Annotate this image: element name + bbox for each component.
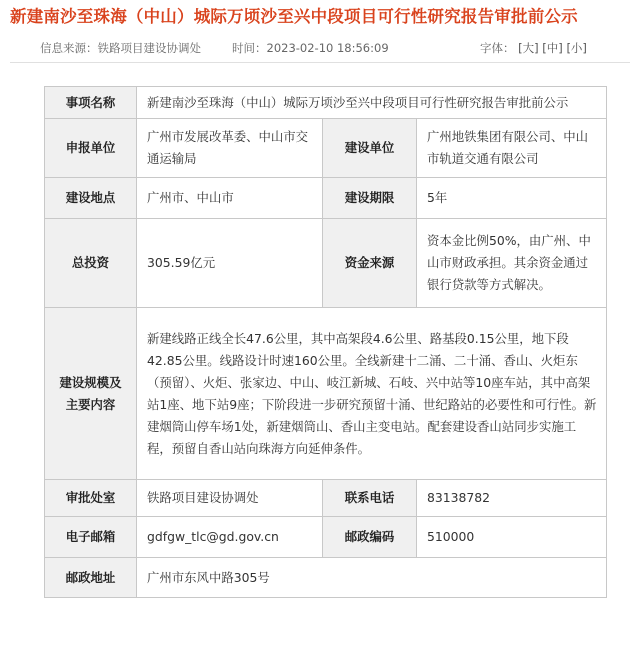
email-label: 电子邮箱	[45, 517, 137, 558]
period-label: 建设期限	[323, 178, 417, 219]
font-size-small-link[interactable]: [小]	[566, 41, 587, 55]
table-row	[45, 87, 607, 119]
applicant-label: 申报单位	[45, 119, 137, 178]
font-size-medium-link[interactable]: [中]	[542, 41, 563, 55]
header-divider	[10, 62, 630, 63]
table-row	[45, 308, 607, 480]
font-size-label: 字体：	[480, 41, 515, 55]
table-row	[45, 219, 607, 308]
phone-value: 83138782	[417, 480, 607, 517]
table-row	[45, 480, 607, 517]
font-size-selector	[480, 40, 587, 56]
table-row	[45, 178, 607, 219]
address-label: 邮政地址	[45, 558, 137, 598]
publish-time: 时间：2023-02-10 18:56:09	[232, 41, 389, 55]
page-title: 新建南沙至珠海（中山）城际万顷沙至兴中段项目可行性研究报告审批前公示	[10, 7, 578, 26]
scope-label-line1: 建设规模及	[59, 374, 122, 390]
item-name-label: 事项名称	[45, 87, 137, 119]
location-value: 广州市、中山市	[137, 178, 323, 219]
table-row	[45, 558, 607, 598]
email-value: gdfgw_tlc@gd.gov.cn	[137, 517, 323, 558]
scope-label	[45, 308, 137, 480]
period-value: 5年	[417, 178, 607, 219]
table-row	[45, 517, 607, 558]
scope-value: 新建线路正线全长47.6公里，其中高架段4.6公里、路基段0.15公里，地下段42.85公里。线路设计时速160公里。全线新建十二涌、二十涌、香山、火炬东（预留）、火炬、张家边、中山、岐江新城、石岐、兴中站等10座车站，其中高架站1座、地下站9座；下阶段进一步研究预留十涌、世纪路站的必要性和可行性。新建烟筒山停车场1处，新建烟筒山、香山主变电站。配套建设香山站同步实施工程，预留自香山站向珠海方向延伸条件。	[137, 308, 607, 480]
phone-label: 联系电话	[323, 480, 417, 517]
applicant-value: 广州市发展改革委、中山市交通运输局	[137, 119, 323, 178]
table-row	[45, 119, 607, 178]
office-label: 审批处室	[45, 480, 137, 517]
office-value: 铁路项目建设协调处	[137, 480, 323, 517]
info-source: 信息来源：铁路项目建设协调处	[40, 41, 201, 55]
font-size-large-link[interactable]: [大]	[518, 41, 539, 55]
scope-label-line2: 主要内容	[65, 396, 116, 412]
item-name-value: 新建南沙至珠海（中山）城际万顷沙至兴中段项目可行性研究报告审批前公示	[137, 87, 607, 119]
investment-value: 305.59亿元	[137, 219, 323, 308]
builder-value: 广州地铁集团有限公司、中山市轨道交通有限公司	[417, 119, 607, 178]
builder-label: 建设单位	[323, 119, 417, 178]
approval-info-table	[44, 86, 607, 598]
funding-value: 资本金比例50%，由广州、中山市财政承担。其余资金通过银行贷款等方式解决。	[417, 219, 607, 308]
postcode-value: 510000	[417, 517, 607, 558]
investment-label: 总投资	[45, 219, 137, 308]
address-value: 广州市东风中路305号	[137, 558, 607, 598]
location-label: 建设地点	[45, 178, 137, 219]
postcode-label: 邮政编码	[323, 517, 417, 558]
funding-label: 资金来源	[323, 219, 417, 308]
